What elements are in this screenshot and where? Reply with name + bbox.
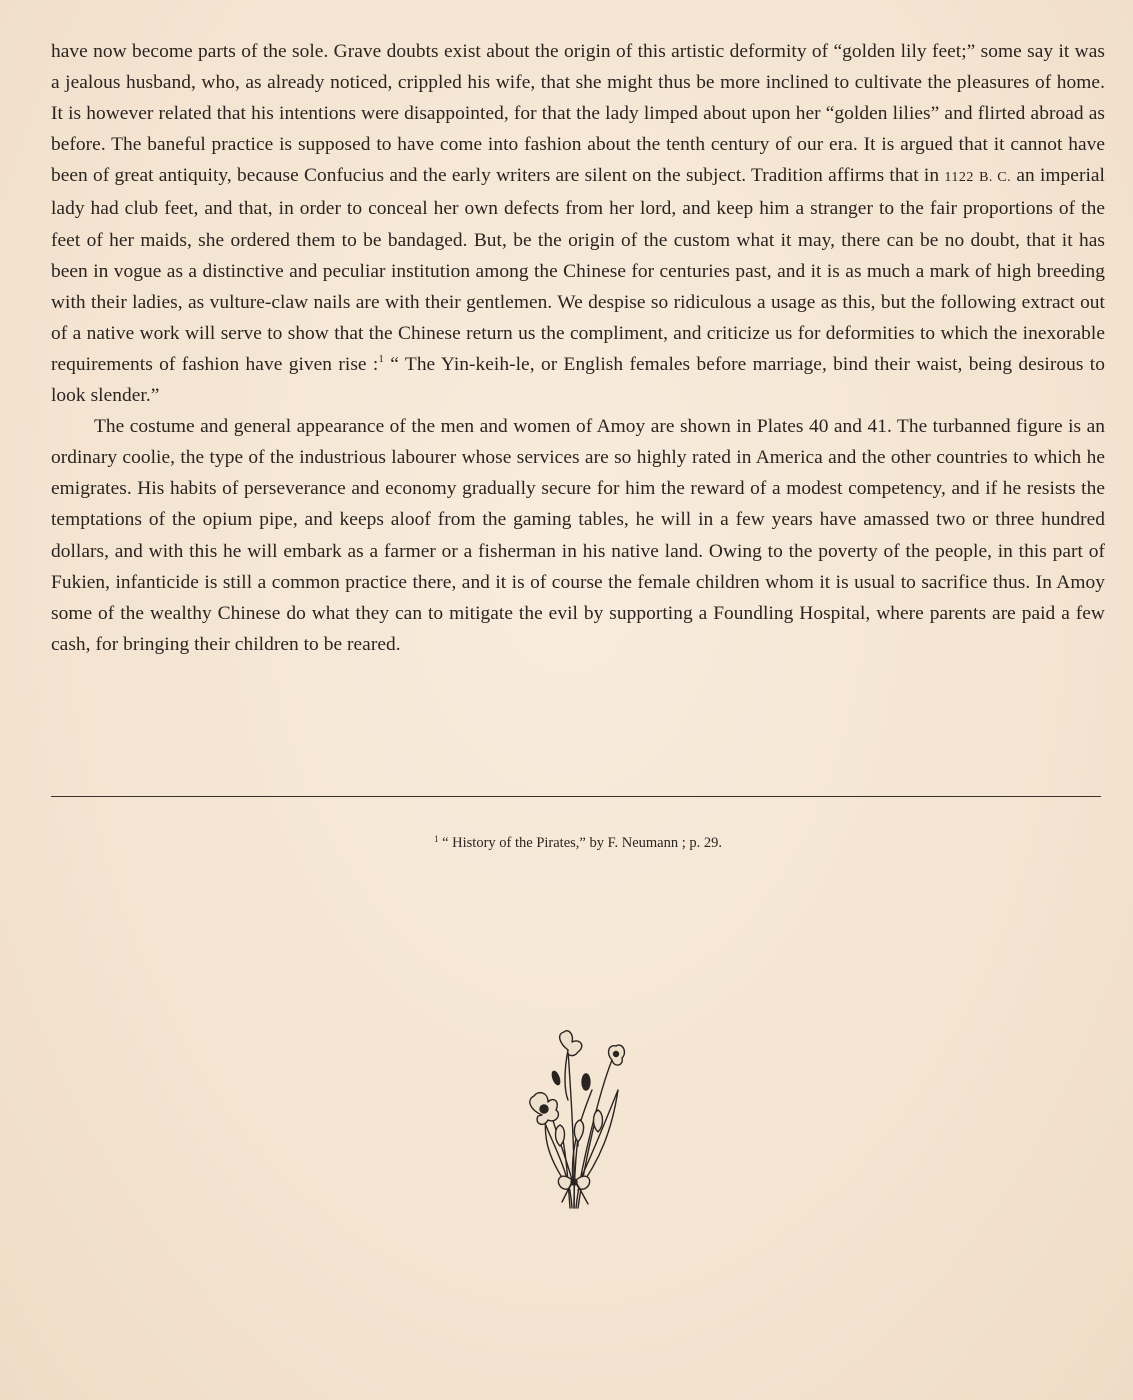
footnote [51, 833, 1105, 853]
paragraph-1-text-cont: an imperial lady had club feet, and that, in order to conceal her own defects from her lord, and keep him a stranger to the fair proportions of the feet of her maids, she ordered them to be bandaged. But, be the origin of the custom what it may, there can be no doubt, that it has been in vogue as a distinctive and peculiar institution among the Chinese for centuries past, and it is as much a mark of high breeding with their ladies, as vulture-claw nails are with their gentlemen. We despise so ridiculous a usage as this, but the following extract out of a native work will serve to show that the Chinese return us the compliment, and criticize us for deformities to which the inexorable requirements of fashion have given rise : [51, 165, 1105, 375]
paragraph-1-text: have now become parts of the sole. Grave doubts exist about the origin of this artistic deformity of “golden lily feet;” some say it was a jealous husband, who, as already noticed, crippled his wife, that she might thus be more inclined to cultivate the pleasures of home. It is however related that his intentions were disappointed, for that the lady limped about upon her “golden lilies” and flirted abroad as before. The baneful practice is supposed to have come into fashion about the tenth century of our era. It is argued that it cannot have been of great antiquity, because Confucius and the early writers are silent on the subject. Tradition affirms that in [51, 41, 1105, 187]
paragraph-1-era: B. C. [979, 170, 1012, 186]
paragraph-1-quote: “ The Yin-keih-le, or English females before marriage, bind their waist, being desirous to look slender.” [51, 353, 1105, 407]
body-text [51, 36, 1105, 660]
lily-bouquet-icon [520, 1030, 630, 1210]
footnote-divider [51, 796, 1101, 797]
footnote-marker: 1 [433, 834, 439, 844]
footnote-reference[interactable]: 1 [378, 352, 384, 365]
footnote-text: “ History of the Pirates,” by F. Neumann ; p. 29. [438, 835, 723, 851]
paragraph-1 [51, 36, 1105, 411]
paragraph-2: The costume and general appearance of the men and women of Amoy are shown in Plates 40 and 41. The turbanned figure is an ordinary coolie, the type of the industrious labourer whose services are so highly rated in America and the other countries to which he emigrates. His habits of perseverance and economy gradually secure for him the reward of a modest competency, and if he resists the temptations of the opium pipe, and keeps aloof from the gaming tables, he will in a few years have amassed two or three hundred dollars, and with this he will embark as a farmer or a fisherman in his native land. Owing to the poverty of the people, in this part of Fukien, infanticide is still a common practice there, and it is of course the female children whom it is usual to sacrifice thus. In Amoy some of the wealthy Chinese do what they can to mitigate the evil by supporting a Foundling Hospital, where parents are paid a few cash, for bringing their children to be reared. [51, 416, 1105, 655]
paragraph-1-year: 1122 [944, 170, 974, 186]
